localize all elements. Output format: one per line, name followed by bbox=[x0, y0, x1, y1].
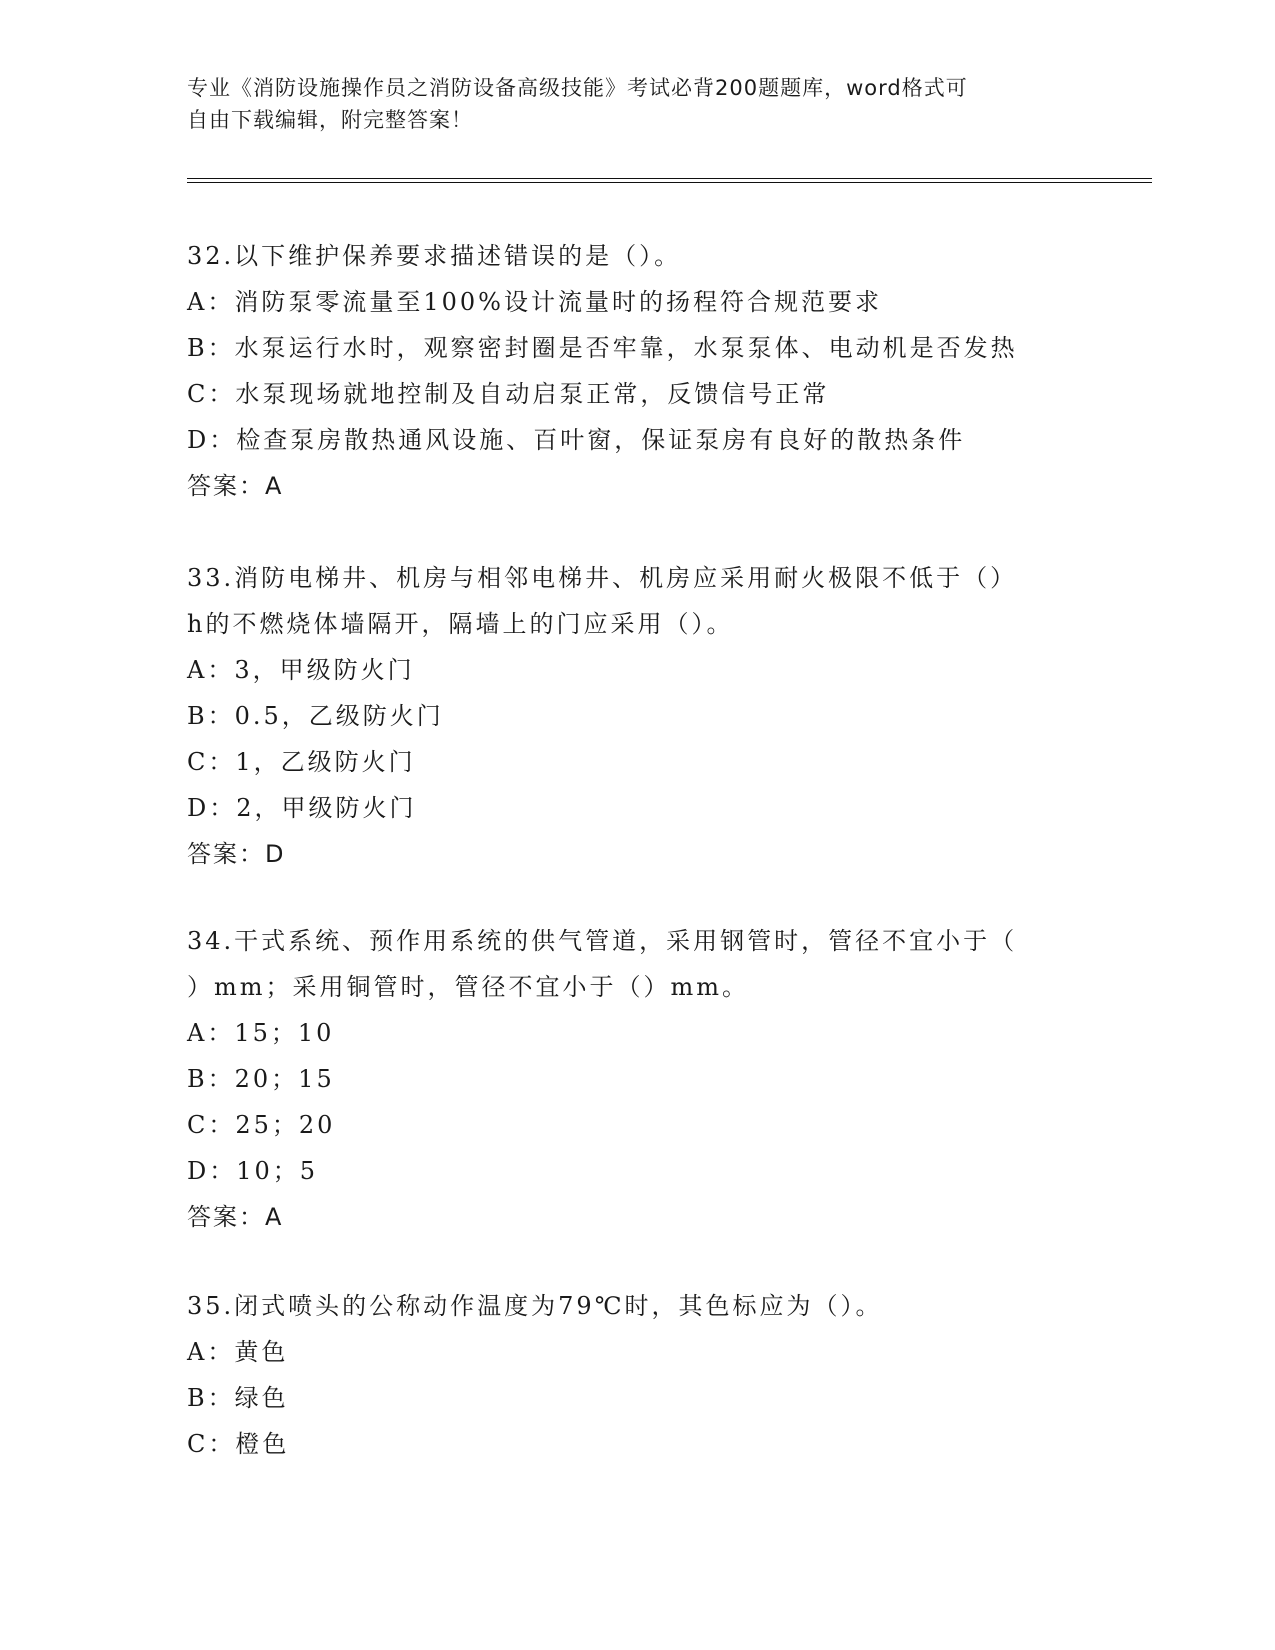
option-c: C：橙色 bbox=[187, 1430, 290, 1458]
option-c: C：25；20 bbox=[187, 1111, 336, 1139]
question-stem: 32.以下维护保养要求描述错误的是（）。 bbox=[187, 242, 682, 270]
question-34 bbox=[187, 918, 1087, 1240]
option-c: C：1，乙级防火门 bbox=[187, 748, 416, 776]
option-d: D：2，甲级防火门 bbox=[187, 794, 417, 822]
question-32 bbox=[187, 233, 1087, 509]
option-a: A：3，甲级防火门 bbox=[187, 656, 415, 684]
answer: 答案：A bbox=[187, 472, 284, 500]
question-stem-line-1: 34.干式系统、预作用系统的供气管道，采用钢管时，管径不宜小于（ bbox=[187, 927, 1018, 955]
question-stem-line-1: 33.消防电梯井、机房与相邻电梯井、机房应采用耐火极限不低于（） bbox=[187, 564, 1018, 592]
option-d: D：检查泵房散热通风设施、百叶窗，保证泵房有良好的散热条件 bbox=[187, 426, 966, 454]
question-stem-line-2: ）mm；采用铜管时，管径不宜小于（）mm。 bbox=[187, 973, 750, 1001]
answer: 答案：D bbox=[187, 840, 286, 868]
header-line-2: 自由下载编辑，附完整答案！ bbox=[187, 108, 473, 132]
question-stem: 35.闭式喷头的公称动作温度为79℃时，其色标应为（）。 bbox=[187, 1292, 883, 1320]
option-a: A：消防泵零流量至100%设计流量时的扬程符合规范要求 bbox=[187, 288, 882, 316]
question-33 bbox=[187, 555, 1087, 877]
option-d: D：10；5 bbox=[187, 1157, 319, 1185]
document-header bbox=[187, 72, 1087, 136]
option-b: B：0.5，乙级防火门 bbox=[187, 702, 444, 730]
option-a: A：黄色 bbox=[187, 1338, 289, 1366]
option-a: A：15；10 bbox=[187, 1019, 335, 1047]
option-c: C：水泵现场就地控制及自动启泵正常，反馈信号正常 bbox=[187, 380, 830, 408]
question-stem-line-2: h的不燃烧体墙隔开，隔墙上的门应采用（）。 bbox=[187, 610, 734, 638]
answer: 答案：A bbox=[187, 1203, 284, 1231]
header-line-1: 专业《消防设施操作员之消防设备高级技能》考试必背200题题库，word格式可 bbox=[187, 76, 968, 100]
header-divider-bottom bbox=[187, 182, 1152, 183]
question-35 bbox=[187, 1283, 1087, 1467]
option-b: B：20；15 bbox=[187, 1065, 335, 1093]
header-divider-top bbox=[187, 178, 1152, 179]
option-b: B：绿色 bbox=[187, 1384, 289, 1412]
option-b: B：水泵运行水时，观察密封圈是否牢靠，水泵泵体、电动机是否发热 bbox=[187, 334, 1018, 362]
